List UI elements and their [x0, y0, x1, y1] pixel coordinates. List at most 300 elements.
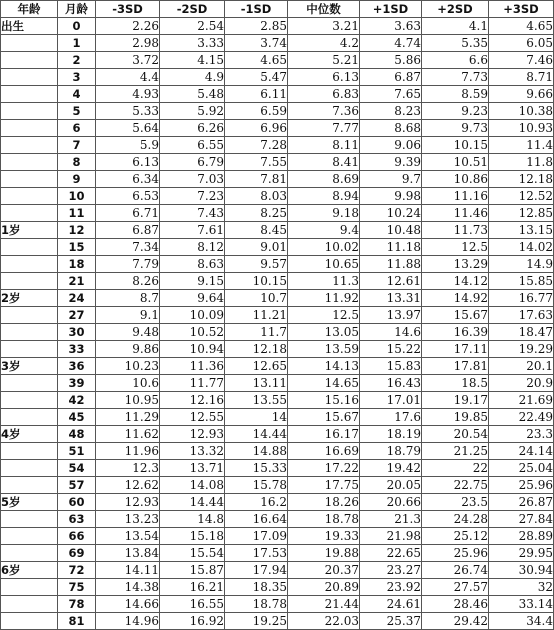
value-cell: 20.37: [288, 562, 360, 579]
header-median: 中位数: [288, 1, 360, 18]
table-row: [1, 86, 554, 103]
table-row: [1, 358, 554, 375]
value-cell: 18.35: [225, 579, 288, 596]
value-cell: 12.93: [160, 426, 225, 443]
value-cell: 5.21: [288, 52, 360, 69]
value-cell: 11.46: [422, 205, 489, 222]
value-cell: 13.55: [225, 392, 288, 409]
value-cell: 10.24: [360, 205, 422, 222]
age-cell: [1, 579, 58, 596]
month-cell: 81: [58, 613, 96, 630]
value-cell: 4.9: [160, 69, 225, 86]
value-cell: 13.71: [160, 460, 225, 477]
value-cell: 27.84: [489, 511, 554, 528]
table-row: [1, 460, 554, 477]
value-cell: 17.63: [489, 307, 554, 324]
age-cell: 5岁: [1, 494, 58, 511]
month-cell: 3: [58, 69, 96, 86]
age-cell: [1, 256, 58, 273]
value-cell: 6.87: [96, 222, 160, 239]
table-row: [1, 171, 554, 188]
value-cell: 5.92: [160, 103, 225, 120]
value-cell: 14.08: [160, 477, 225, 494]
value-cell: 14.96: [96, 613, 160, 630]
value-cell: 4.1: [422, 18, 489, 35]
month-cell: 60: [58, 494, 96, 511]
age-cell: [1, 69, 58, 86]
month-cell: 51: [58, 443, 96, 460]
table-row: [1, 273, 554, 290]
value-cell: 7.36: [288, 103, 360, 120]
value-cell: 11.88: [360, 256, 422, 273]
value-cell: 17.94: [225, 562, 288, 579]
header-minus-1sd: -1SD: [225, 1, 288, 18]
age-cell: [1, 409, 58, 426]
value-cell: 12.16: [160, 392, 225, 409]
value-cell: 21.98: [360, 528, 422, 545]
value-cell: 28.46: [422, 596, 489, 613]
value-cell: 5.48: [160, 86, 225, 103]
month-cell: 21: [58, 273, 96, 290]
table-row: [1, 596, 554, 613]
value-cell: 17.11: [422, 341, 489, 358]
value-cell: 11.16: [422, 188, 489, 205]
value-cell: 6.13: [96, 154, 160, 171]
value-cell: 10.48: [360, 222, 422, 239]
value-cell: 6.53: [96, 188, 160, 205]
value-cell: 16.17: [288, 426, 360, 443]
value-cell: 4.2: [288, 35, 360, 52]
value-cell: 14.44: [160, 494, 225, 511]
value-cell: 14.8: [160, 511, 225, 528]
month-cell: 4: [58, 86, 96, 103]
value-cell: 14.13: [288, 358, 360, 375]
value-cell: 21.69: [489, 392, 554, 409]
value-cell: 6.71: [96, 205, 160, 222]
value-cell: 21.3: [360, 511, 422, 528]
value-cell: 17.01: [360, 392, 422, 409]
value-cell: 19.17: [422, 392, 489, 409]
value-cell: 21.25: [422, 443, 489, 460]
table-row: [1, 154, 554, 171]
value-cell: 19.25: [225, 613, 288, 630]
value-cell: 25.96: [422, 545, 489, 562]
value-cell: 23.27: [360, 562, 422, 579]
value-cell: 6.05: [489, 35, 554, 52]
age-cell: 3岁: [1, 358, 58, 375]
value-cell: 15.78: [225, 477, 288, 494]
value-cell: 7.03: [160, 171, 225, 188]
value-cell: 8.68: [360, 120, 422, 137]
table-row: [1, 324, 554, 341]
value-cell: 6.83: [288, 86, 360, 103]
age-cell: [1, 205, 58, 222]
value-cell: 3.33: [160, 35, 225, 52]
value-cell: 15.87: [160, 562, 225, 579]
value-cell: 4.15: [160, 52, 225, 69]
age-cell: [1, 324, 58, 341]
table-row: [1, 18, 554, 35]
value-cell: 11.36: [160, 358, 225, 375]
value-cell: 12.62: [96, 477, 160, 494]
header-minus-2sd: -2SD: [160, 1, 225, 18]
value-cell: 7.46: [489, 52, 554, 69]
value-cell: 20.54: [422, 426, 489, 443]
age-cell: [1, 596, 58, 613]
month-cell: 7: [58, 137, 96, 154]
value-cell: 2.85: [225, 18, 288, 35]
value-cell: 14.02: [489, 239, 554, 256]
value-cell: 33.14: [489, 596, 554, 613]
table-row: [1, 409, 554, 426]
table-row: [1, 52, 554, 69]
value-cell: 10.6: [96, 375, 160, 392]
table-row: [1, 443, 554, 460]
age-cell: 出生: [1, 18, 58, 35]
value-cell: 9.23: [422, 103, 489, 120]
month-cell: 8: [58, 154, 96, 171]
month-cell: 30: [58, 324, 96, 341]
age-cell: [1, 443, 58, 460]
value-cell: 20.66: [360, 494, 422, 511]
table-row: [1, 579, 554, 596]
value-cell: 8.25: [225, 205, 288, 222]
month-cell: 27: [58, 307, 96, 324]
month-cell: 6: [58, 120, 96, 137]
table-row: [1, 239, 554, 256]
value-cell: 17.6: [360, 409, 422, 426]
table-row: [1, 35, 554, 52]
value-cell: 28.89: [489, 528, 554, 545]
age-cell: [1, 477, 58, 494]
age-cell: [1, 239, 58, 256]
value-cell: 7.61: [160, 222, 225, 239]
value-cell: 6.34: [96, 171, 160, 188]
value-cell: 6.79: [160, 154, 225, 171]
value-cell: 5.9: [96, 137, 160, 154]
value-cell: 20.89: [288, 579, 360, 596]
value-cell: 3.74: [225, 35, 288, 52]
value-cell: 15.18: [160, 528, 225, 545]
value-cell: 10.65: [288, 256, 360, 273]
value-cell: 11.62: [96, 426, 160, 443]
month-cell: 45: [58, 409, 96, 426]
value-cell: 24.14: [489, 443, 554, 460]
value-cell: 13.84: [96, 545, 160, 562]
value-cell: 12.52: [489, 188, 554, 205]
month-cell: 72: [58, 562, 96, 579]
month-cell: 78: [58, 596, 96, 613]
value-cell: 22: [422, 460, 489, 477]
header-age: 年龄: [1, 1, 58, 18]
value-cell: 3.72: [96, 52, 160, 69]
value-cell: 23.5: [422, 494, 489, 511]
value-cell: 9.1: [96, 307, 160, 324]
value-cell: 10.51: [422, 154, 489, 171]
value-cell: 22.65: [360, 545, 422, 562]
value-cell: 34.4: [489, 613, 554, 630]
value-cell: 10.95: [96, 392, 160, 409]
value-cell: 2.98: [96, 35, 160, 52]
age-cell: [1, 273, 58, 290]
month-cell: 75: [58, 579, 96, 596]
value-cell: 13.23: [96, 511, 160, 528]
value-cell: 14.11: [96, 562, 160, 579]
value-cell: 11.4: [489, 137, 554, 154]
age-cell: [1, 528, 58, 545]
value-cell: 4.74: [360, 35, 422, 52]
table-row: [1, 613, 554, 630]
value-cell: 12.55: [160, 409, 225, 426]
month-cell: 12: [58, 222, 96, 239]
value-cell: 10.52: [160, 324, 225, 341]
value-cell: 9.39: [360, 154, 422, 171]
value-cell: 14: [225, 409, 288, 426]
month-cell: 24: [58, 290, 96, 307]
value-cell: 10.23: [96, 358, 160, 375]
age-cell: [1, 511, 58, 528]
value-cell: 5.86: [360, 52, 422, 69]
age-cell: [1, 392, 58, 409]
value-cell: 12.93: [96, 494, 160, 511]
value-cell: 8.63: [160, 256, 225, 273]
value-cell: 17.81: [422, 358, 489, 375]
age-cell: [1, 613, 58, 630]
table-row: [1, 392, 554, 409]
value-cell: 10.38: [489, 103, 554, 120]
value-cell: 16.92: [160, 613, 225, 630]
table-row: [1, 205, 554, 222]
value-cell: 6.59: [225, 103, 288, 120]
value-cell: 8.12: [160, 239, 225, 256]
value-cell: 11.7: [225, 324, 288, 341]
value-cell: 5.47: [225, 69, 288, 86]
table-row: [1, 511, 554, 528]
table-row: [1, 137, 554, 154]
month-cell: 48: [58, 426, 96, 443]
value-cell: 8.23: [360, 103, 422, 120]
age-cell: 4岁: [1, 426, 58, 443]
age-cell: [1, 188, 58, 205]
value-cell: 8.94: [288, 188, 360, 205]
age-cell: [1, 375, 58, 392]
value-cell: 10.94: [160, 341, 225, 358]
table-row: [1, 562, 554, 579]
value-cell: 7.28: [225, 137, 288, 154]
value-cell: 4.65: [225, 52, 288, 69]
month-cell: 57: [58, 477, 96, 494]
month-cell: 54: [58, 460, 96, 477]
value-cell: 16.21: [160, 579, 225, 596]
value-cell: 9.98: [360, 188, 422, 205]
value-cell: 11.77: [160, 375, 225, 392]
value-cell: 13.11: [225, 375, 288, 392]
age-cell: [1, 52, 58, 69]
age-cell: [1, 545, 58, 562]
age-cell: [1, 460, 58, 477]
table-row: [1, 188, 554, 205]
age-cell: [1, 341, 58, 358]
value-cell: 9.7: [360, 171, 422, 188]
value-cell: 16.43: [360, 375, 422, 392]
value-cell: 30.94: [489, 562, 554, 579]
value-cell: 14.9: [489, 256, 554, 273]
value-cell: 19.85: [422, 409, 489, 426]
value-cell: 25.04: [489, 460, 554, 477]
table-row: [1, 290, 554, 307]
age-cell: [1, 307, 58, 324]
age-cell: [1, 35, 58, 52]
value-cell: 9.66: [489, 86, 554, 103]
table-row: [1, 103, 554, 120]
value-cell: 8.41: [288, 154, 360, 171]
value-cell: 16.77: [489, 290, 554, 307]
value-cell: 14.12: [422, 273, 489, 290]
value-cell: 14.88: [225, 443, 288, 460]
value-cell: 24.61: [360, 596, 422, 613]
value-cell: 19.29: [489, 341, 554, 358]
value-cell: 10.93: [489, 120, 554, 137]
value-cell: 6.96: [225, 120, 288, 137]
value-cell: 4.93: [96, 86, 160, 103]
value-cell: 16.39: [422, 324, 489, 341]
value-cell: 18.78: [225, 596, 288, 613]
month-cell: 5: [58, 103, 96, 120]
value-cell: 10.86: [422, 171, 489, 188]
value-cell: 13.54: [96, 528, 160, 545]
value-cell: 9.06: [360, 137, 422, 154]
header-row: [1, 1, 554, 18]
value-cell: 10.15: [225, 273, 288, 290]
value-cell: 2.26: [96, 18, 160, 35]
header-month: 月龄: [58, 1, 96, 18]
value-cell: 12.65: [225, 358, 288, 375]
value-cell: 19.88: [288, 545, 360, 562]
value-cell: 15.85: [489, 273, 554, 290]
value-cell: 11.29: [96, 409, 160, 426]
value-cell: 7.55: [225, 154, 288, 171]
value-cell: 12.85: [489, 205, 554, 222]
value-cell: 25.37: [360, 613, 422, 630]
value-cell: 11.96: [96, 443, 160, 460]
value-cell: 15.83: [360, 358, 422, 375]
value-cell: 19.33: [288, 528, 360, 545]
value-cell: 17.75: [288, 477, 360, 494]
value-cell: 3.63: [360, 18, 422, 35]
value-cell: 14.6: [360, 324, 422, 341]
header-plus-3sd: +3SD: [489, 1, 554, 18]
month-cell: 36: [58, 358, 96, 375]
month-cell: 9: [58, 171, 96, 188]
table-row: [1, 341, 554, 358]
value-cell: 21.44: [288, 596, 360, 613]
value-cell: 14.44: [225, 426, 288, 443]
value-cell: 12.3: [96, 460, 160, 477]
value-cell: 15.22: [360, 341, 422, 358]
age-cell: [1, 120, 58, 137]
value-cell: 8.7: [96, 290, 160, 307]
value-cell: 22.75: [422, 477, 489, 494]
value-cell: 4.4: [96, 69, 160, 86]
value-cell: 11.8: [489, 154, 554, 171]
month-cell: 11: [58, 205, 96, 222]
value-cell: 6.55: [160, 137, 225, 154]
value-cell: 6.11: [225, 86, 288, 103]
value-cell: 15.67: [422, 307, 489, 324]
month-cell: 39: [58, 375, 96, 392]
value-cell: 16.55: [160, 596, 225, 613]
value-cell: 12.18: [489, 171, 554, 188]
value-cell: 7.79: [96, 256, 160, 273]
value-cell: 27.57: [422, 579, 489, 596]
value-cell: 23.92: [360, 579, 422, 596]
value-cell: 8.45: [225, 222, 288, 239]
value-cell: 14.66: [96, 596, 160, 613]
value-cell: 13.29: [422, 256, 489, 273]
value-cell: 9.15: [160, 273, 225, 290]
value-cell: 18.78: [288, 511, 360, 528]
value-cell: 4.65: [489, 18, 554, 35]
age-cell: 1岁: [1, 222, 58, 239]
value-cell: 23.3: [489, 426, 554, 443]
value-cell: 3.21: [288, 18, 360, 35]
value-cell: 22.03: [288, 613, 360, 630]
value-cell: 25.96: [489, 477, 554, 494]
table-body: [1, 18, 554, 630]
value-cell: 29.42: [422, 613, 489, 630]
value-cell: 16.69: [288, 443, 360, 460]
value-cell: 26.87: [489, 494, 554, 511]
month-cell: 69: [58, 545, 96, 562]
value-cell: 20.1: [489, 358, 554, 375]
value-cell: 9.57: [225, 256, 288, 273]
value-cell: 14.38: [96, 579, 160, 596]
value-cell: 6.87: [360, 69, 422, 86]
value-cell: 6.13: [288, 69, 360, 86]
month-cell: 15: [58, 239, 96, 256]
value-cell: 10.02: [288, 239, 360, 256]
age-cell: 2岁: [1, 290, 58, 307]
value-cell: 25.12: [422, 528, 489, 545]
value-cell: 18.26: [288, 494, 360, 511]
value-cell: 13.32: [160, 443, 225, 460]
value-cell: 17.53: [225, 545, 288, 562]
value-cell: 18.19: [360, 426, 422, 443]
value-cell: 15.16: [288, 392, 360, 409]
value-cell: 11.92: [288, 290, 360, 307]
value-cell: 10.15: [422, 137, 489, 154]
value-cell: 7.73: [422, 69, 489, 86]
age-cell: [1, 86, 58, 103]
value-cell: 8.26: [96, 273, 160, 290]
value-cell: 9.73: [422, 120, 489, 137]
value-cell: 19.42: [360, 460, 422, 477]
header-plus-2sd: +2SD: [422, 1, 489, 18]
table-row: [1, 494, 554, 511]
value-cell: 17.22: [288, 460, 360, 477]
age-cell: [1, 171, 58, 188]
value-cell: 15.67: [288, 409, 360, 426]
value-cell: 18.5: [422, 375, 489, 392]
value-cell: 7.43: [160, 205, 225, 222]
value-cell: 12.5: [422, 239, 489, 256]
age-cell: 6岁: [1, 562, 58, 579]
value-cell: 5.33: [96, 103, 160, 120]
value-cell: 7.81: [225, 171, 288, 188]
value-cell: 13.05: [288, 324, 360, 341]
month-cell: 42: [58, 392, 96, 409]
table-row: [1, 222, 554, 239]
